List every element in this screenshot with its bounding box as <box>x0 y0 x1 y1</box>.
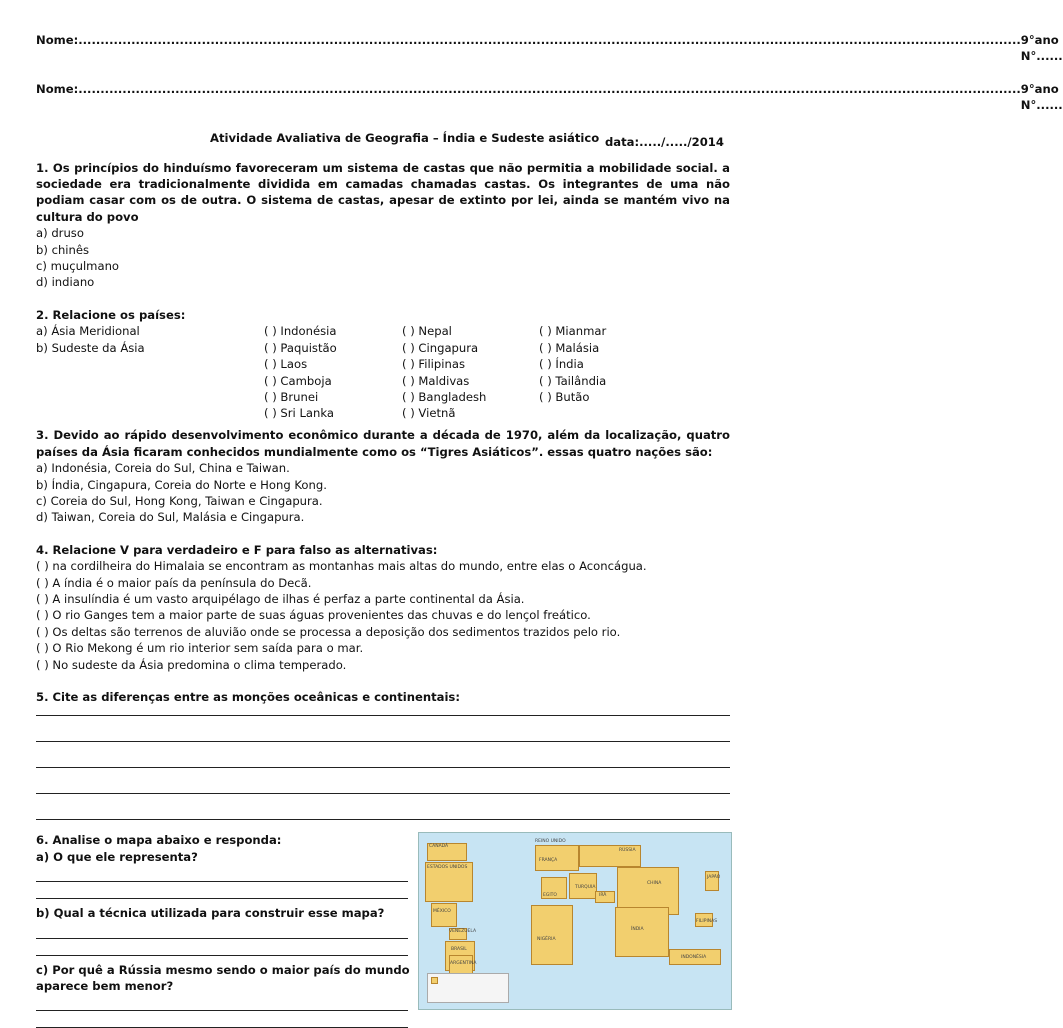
question-2-column-1 <box>264 323 337 421</box>
question-4-item[interactable]: ( ) O Rio Mekong é um rio interior sem saída para o mar. <box>36 641 364 656</box>
anamorphic-world-map <box>418 832 732 1010</box>
map-label-mexico: MÉXICO <box>433 909 451 915</box>
title-row <box>36 130 730 160</box>
map-label-indonesia: INDONÉSIA <box>681 955 707 961</box>
map-label-uk: REINO UNIDO <box>535 839 566 845</box>
question-5-answer-lines[interactable] <box>36 707 730 820</box>
region-item: a) Ásia Meridional <box>36 324 140 339</box>
country-item[interactable]: ( ) Vietnã <box>402 406 456 421</box>
question-4-title: 4. Relacione V para verdadeiro e F para falso as alternativas: <box>36 542 438 557</box>
answer-line[interactable] <box>36 1011 408 1028</box>
question-3-option-d[interactable]: d) Taiwan, Coreia do Sul, Malásia e Cingapura. <box>36 510 305 525</box>
question-1-option-d[interactable]: d) indiano <box>36 275 95 290</box>
question-4-item[interactable]: ( ) No sudeste da Ásia predomina o clima temperado. <box>36 657 347 672</box>
grade-number-label: 9°ano N°...... <box>1020 33 1063 64</box>
map-label-brazil: BRASIL <box>451 947 467 953</box>
question-6-questions <box>36 832 412 1028</box>
country-item[interactable]: ( ) Bangladesh <box>402 389 487 404</box>
map-label-iran: IRÃ <box>599 893 607 899</box>
question-6 <box>36 832 730 1012</box>
name-line-2[interactable] <box>36 81 1063 114</box>
map-label-egypt: EGITO <box>543 893 557 899</box>
legend-swatch <box>431 977 438 984</box>
country-item[interactable]: ( ) Mianmar <box>539 324 607 339</box>
map-label-philippines: FILIPINAS <box>696 919 718 925</box>
answer-line[interactable] <box>36 794 730 820</box>
map-label-russia: RÚSSIA <box>619 848 636 854</box>
country-item[interactable]: ( ) Maldivas <box>402 373 470 388</box>
country-item[interactable]: ( ) Índia <box>539 357 584 372</box>
question-4-item[interactable]: ( ) Os deltas são terrenos de aluvião onde se processa a deposição dos sedimentos trazidos pelo rio. <box>36 624 621 639</box>
answer-line[interactable] <box>36 865 408 882</box>
answer-line[interactable] <box>36 716 730 742</box>
question-6b-text: b) Qual a técnica utilizada para construir esse mapa? <box>36 906 385 921</box>
country-item[interactable]: ( ) Paquistão <box>264 340 337 355</box>
question-2-title: 2. Relacione os países: <box>36 307 186 322</box>
question-1-option-b[interactable]: b) chinês <box>36 242 90 257</box>
country-item[interactable]: ( ) Camboja <box>264 373 332 388</box>
country-item[interactable]: ( ) Tailândia <box>539 373 607 388</box>
country-item[interactable]: ( ) Malásia <box>539 340 600 355</box>
question-2-regions <box>36 323 145 356</box>
map-label-china: CHINA <box>647 881 662 887</box>
question-2-column-2 <box>402 323 486 421</box>
answer-line[interactable] <box>36 768 730 794</box>
question-4-item[interactable]: ( ) A insulíndia é um vasto arquipélago de ilhas é perfaz a parte continental da Ásia. <box>36 591 525 606</box>
country-item[interactable]: ( ) Brunei <box>264 389 319 404</box>
question-1-option-c[interactable]: c) muçulmano <box>36 259 120 274</box>
country-item[interactable]: ( ) Filipinas <box>402 357 465 372</box>
question-3-option-b[interactable]: b) Índia, Cingapura, Coreia do Norte e Hong Kong. <box>36 477 327 492</box>
page-title: Atividade Avaliativa de Geografia – Índia e Sudeste asiático <box>210 130 600 145</box>
map-label-india: ÍNDIA <box>631 927 644 933</box>
map-region-india <box>615 907 669 957</box>
question-1-text: 1. Os princípios do hinduísmo favoreceram um sistema de castas que não permitia a mobilidade social. a sociedade era tradicionalmente dividida em camadas chamadas castas. Os integrantes de uma não podiam casar com os de outra. O sistema de castas, apesar de extinto por lei, ainda se mantém vivo na cultura do povo <box>36 160 730 224</box>
question-6a-text: a) O que ele representa? <box>36 849 198 864</box>
map-label-japan: JAPÃO <box>707 875 721 881</box>
country-item[interactable]: ( ) Cingapura <box>402 340 479 355</box>
country-item[interactable]: ( ) Indonésia <box>264 324 337 339</box>
question-3-option-c[interactable]: c) Coreia do Sul, Hong Kong, Taiwan e Cingapura. <box>36 493 323 508</box>
question-6-title: 6. Analise o mapa abaixo e responda: <box>36 833 282 848</box>
map-region-mexico <box>431 903 457 927</box>
grade-number-label: 9°ano N°...... <box>1020 81 1063 113</box>
name-label: Nome: <box>36 81 79 96</box>
map-label-argentina: ARGENTINA <box>450 961 477 967</box>
question-1-option-a[interactable]: a) druso <box>36 226 84 241</box>
question-5-title: 5. Cite as diferenças entre as monções oceânicas e continentais: <box>36 689 460 704</box>
answer-line[interactable] <box>36 922 408 939</box>
answer-line[interactable] <box>36 707 730 716</box>
question-4-item[interactable]: ( ) A índia é o maior país da península do Decã. <box>36 575 312 590</box>
question-2-matching <box>36 323 730 421</box>
region-item: b) Sudeste da Ásia <box>36 340 145 355</box>
answer-line[interactable] <box>36 882 408 899</box>
question-4-item[interactable]: ( ) na cordilheira do Himalaia se encontram as montanhas mais altas do mundo, entre elas o Aconcágua. <box>36 559 647 574</box>
question-3-option-a[interactable]: a) Indonésia, Coreia do Sul, China e Taiwan. <box>36 461 290 476</box>
country-item[interactable]: ( ) Laos <box>264 357 308 372</box>
name-line-1[interactable] <box>36 32 1063 65</box>
map-legend <box>427 973 509 1003</box>
question-4-item[interactable]: ( ) O rio Ganges tem a maior parte de suas águas provenientes das chuvas e do lençol freático. <box>36 608 591 623</box>
map-label-turkey: TURQUIA <box>575 885 596 891</box>
country-item[interactable]: ( ) Butão <box>539 389 590 404</box>
name-label: Nome: <box>36 33 79 47</box>
country-item[interactable]: ( ) Sri Lanka <box>264 406 334 421</box>
map-label-venezuela: VENEZUELA <box>449 929 477 935</box>
map-label-nigeria: NIGÉRIA <box>537 937 556 943</box>
name-dots: ...................................................................................................................................................................................................................... <box>78 81 1021 96</box>
map-label-france: FRANÇA <box>539 858 558 864</box>
date-field[interactable]: data:...../...../2014 <box>605 134 724 149</box>
answer-line[interactable] <box>36 742 730 768</box>
name-dots: ...................................................................................................................................................................................................................... <box>78 33 1021 47</box>
question-2-column-3 <box>539 323 606 405</box>
map-label-usa: ESTADOS UNIDOS <box>427 865 468 871</box>
answer-line[interactable] <box>36 939 408 956</box>
question-6c-text: c) Por quê a Rússia mesmo sendo o maior país do mundo aparece bem menor? <box>36 962 410 993</box>
map-label-canada: CANADÁ <box>429 844 449 850</box>
worksheet-page <box>36 32 1063 1012</box>
map-region-africa <box>531 905 573 965</box>
country-item[interactable]: ( ) Nepal <box>402 324 452 339</box>
answer-line[interactable] <box>36 994 408 1011</box>
question-3-text: 3. Devido ao rápido desenvolvimento econômico durante a década de 1970, além da localização, quatro países da Ásia ficaram conhecidos mundialmente como os “Tigres Asiáticos”. essas quatro nações são: <box>36 428 730 459</box>
